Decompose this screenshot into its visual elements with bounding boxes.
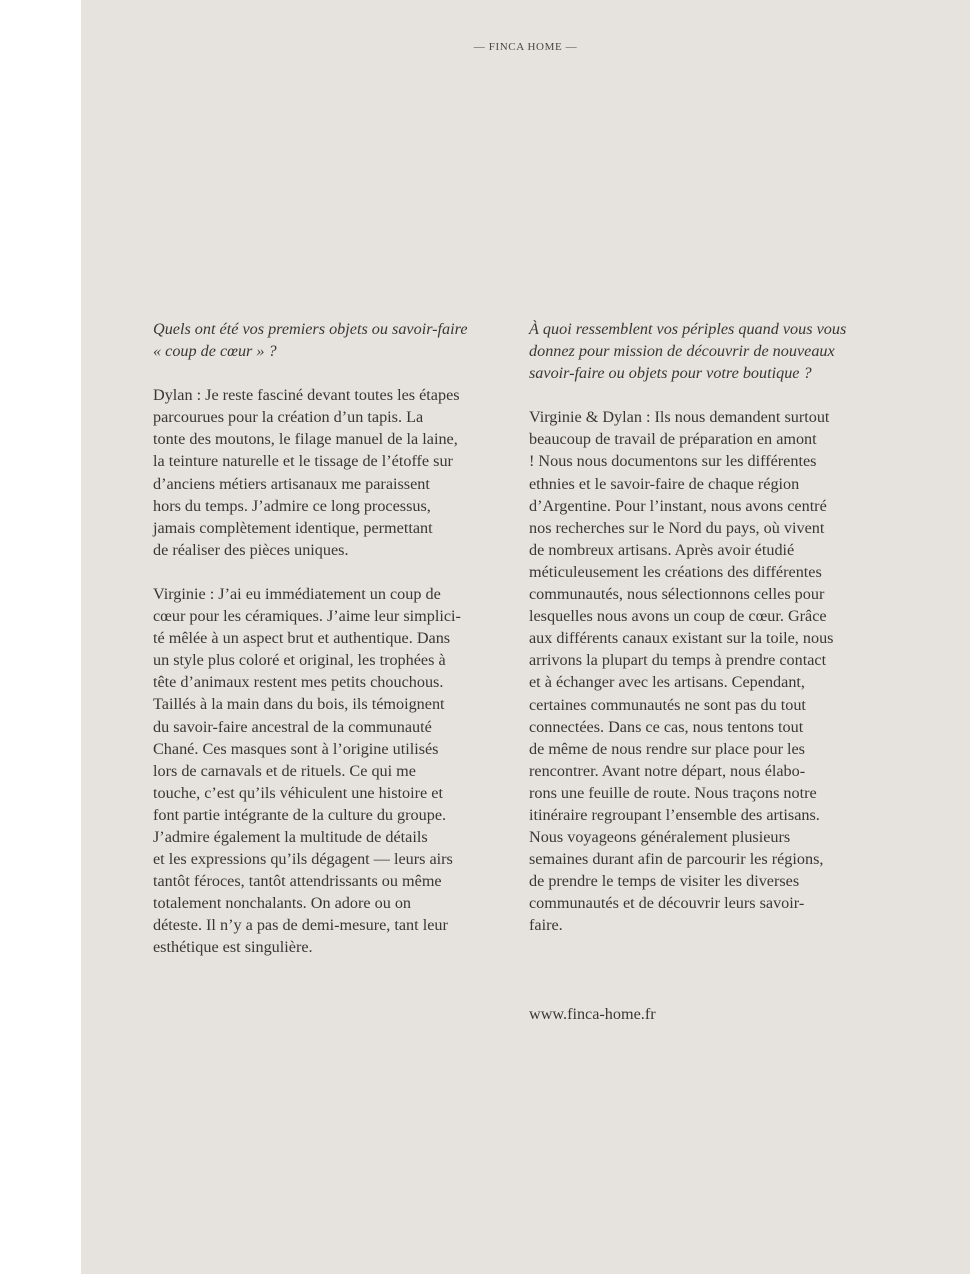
answer-line: communautés, nous sélectionnons celles pour xyxy=(529,585,825,604)
answer-line: déteste. Il n’y a pas de demi-mesure, tant leur xyxy=(153,916,448,935)
answer-line: totalement nonchalants. On adore ou on xyxy=(153,894,412,913)
right-column xyxy=(529,318,869,1025)
left-column xyxy=(153,318,493,981)
answer-line: de réaliser des pièces uniques. xyxy=(153,540,349,559)
answer-line: lors de carnavals et de rituels. Ce qui me xyxy=(153,761,416,780)
answer-line: méticuleusement les créations des différentes xyxy=(529,562,822,581)
answer-line: d’Argentine. Pour l’instant, nous avons centré xyxy=(529,496,827,515)
answer-line: touche, c’est qu’ils véhiculent une histoire et xyxy=(153,783,443,802)
answer-line: Dylan : Je reste fasciné devant toutes les étapes xyxy=(153,386,460,405)
answer-line: Nous voyageons généralement plusieurs xyxy=(529,828,791,847)
answer-line: d’anciens métiers artisanaux me paraissent xyxy=(153,474,430,493)
answer-line: beaucoup de travail de préparation en amont xyxy=(529,430,817,449)
answer-line: Virginie & Dylan : Ils nous demandent surtout xyxy=(529,408,830,427)
interview-question xyxy=(153,318,493,362)
answer-line: faire. xyxy=(529,916,563,935)
answer-line: lesquelles nous avons un coup de cœur. Grâce xyxy=(529,607,827,626)
answer-line: semaines durant afin de parcourir les régions, xyxy=(529,850,824,869)
answer-line: de même de nous rendre sur place pour les xyxy=(529,739,805,758)
question-line: Quels ont été vos premiers objets ou savoir-faire xyxy=(153,320,468,338)
answer-dylan xyxy=(153,384,493,561)
answer-line: et à échanger avec les artisans. Cependant, xyxy=(529,673,805,692)
interview-question xyxy=(529,318,869,384)
question-line: donnez pour mission de découvrir de nouveaux xyxy=(529,342,835,361)
magazine-page xyxy=(81,0,970,1274)
question-line: savoir-faire ou objets pour votre boutique ? xyxy=(529,364,812,383)
answer-line: esthétique est singulière. xyxy=(153,938,313,957)
answer-line: communautés et de découvrir leurs savoir- xyxy=(529,894,805,913)
answer-line: la teinture naturelle et le tissage de l’étoffe sur xyxy=(153,452,453,471)
answer-line: té mêlée à un aspect brut et authentique. Dans xyxy=(153,629,451,648)
answer-line: certaines communautés ne sont pas du tout xyxy=(529,695,806,714)
answer-line: Taillés à la main dans du bois, ils témoignent xyxy=(153,695,445,714)
answer-line: connectées. Dans ce cas, nous tentons tout xyxy=(529,717,804,736)
answer-line: cœur pour les céramiques. J’aime leur simplici- xyxy=(153,607,461,626)
answer-line: un style plus coloré et original, les trophées à xyxy=(153,651,446,670)
answer-line: ! Nous nous documentons sur les différentes xyxy=(529,452,817,471)
website-url: www.finca-home.fr xyxy=(529,1004,656,1023)
question-line: À quoi ressemblent vos périples quand vous vous xyxy=(529,320,847,338)
answer-line: Virginie : J’ai eu immédiatement un coup de xyxy=(153,584,441,603)
answer-line: nos recherches sur le Nord du pays, où vivent xyxy=(529,518,825,537)
answer-line: jamais complètement identique, permettant xyxy=(153,518,433,537)
answer-line: arrivons la plupart du temps à prendre contact xyxy=(529,651,827,670)
answer-virginie xyxy=(153,583,493,959)
answer-line: parcourues pour la création d’un tapis. La xyxy=(153,408,424,427)
question-line: « coup de cœur » ? xyxy=(153,342,277,361)
answer-line: font partie intégrante de la culture du groupe. xyxy=(153,805,447,824)
answer-line: rencontrer. Avant notre départ, nous élabo- xyxy=(529,761,806,780)
answer-line: tête d’animaux restent mes petits chouchous. xyxy=(153,673,444,692)
answer-line: aux différents canaux existant sur la toile, nous xyxy=(529,629,834,648)
answer-line: itinéraire regroupant l’ensemble des artisans. xyxy=(529,805,820,824)
answer-virginie-dylan xyxy=(529,406,869,936)
answer-line: Chané. Ces masques sont à l’origine utilisés xyxy=(153,739,439,758)
answer-line: de nombreux artisans. Après avoir étudié xyxy=(529,540,795,559)
answer-line: rons une feuille de route. Nous traçons notre xyxy=(529,783,817,802)
running-head: — FINCA HOME — xyxy=(473,41,578,53)
answer-line: hors du temps. J’admire ce long processus, xyxy=(153,496,431,515)
answer-line: ethnies et le savoir-faire de chaque région xyxy=(529,474,800,493)
answer-line: et les expressions qu’ils dégagent — leurs airs xyxy=(153,850,453,869)
answer-line: tantôt féroces, tantôt attendrissants ou même xyxy=(153,872,442,891)
answer-line: du savoir-faire ancestral de la communauté xyxy=(153,717,432,736)
answer-line: J’admire également la multitude de détails xyxy=(153,827,428,846)
answer-line: de prendre le temps de visiter les diverses xyxy=(529,872,800,891)
answer-line: tonte des moutons, le filage manuel de la laine, xyxy=(153,430,458,449)
